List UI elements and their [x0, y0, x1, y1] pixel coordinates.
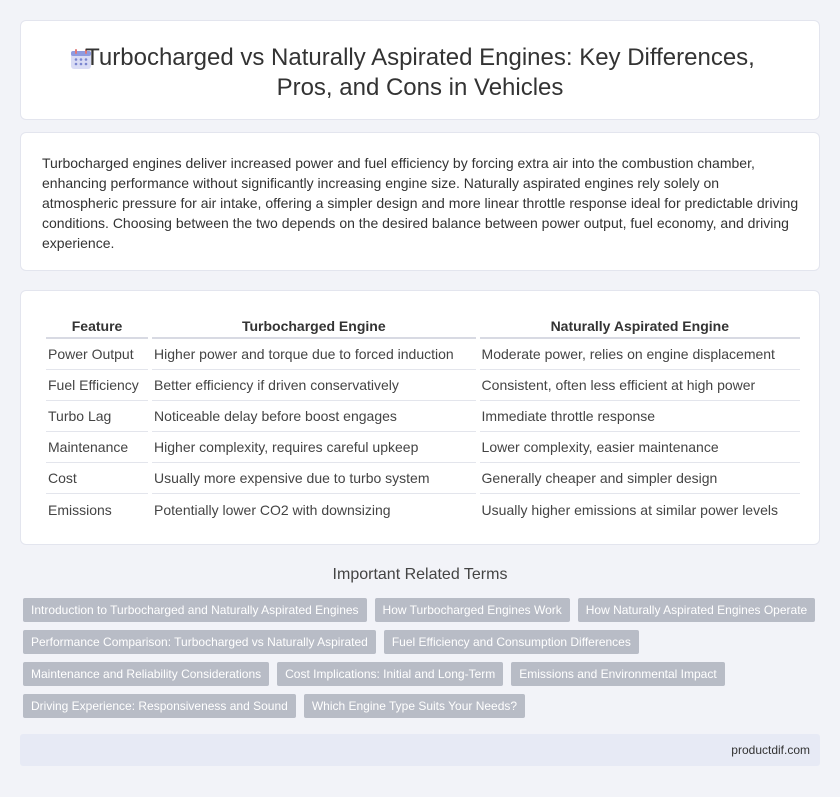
- footer: [20, 734, 820, 766]
- related-tag[interactable]: Driving Experience: Responsiveness and Sound: [23, 694, 296, 718]
- na-cell: Immediate throttle response: [480, 401, 800, 432]
- related-terms-heading: Important Related Terms: [332, 566, 508, 583]
- table-row: [46, 494, 800, 525]
- feature-cell: Cost: [46, 463, 148, 494]
- turbo-cell: Higher power and torque due to forced induction: [152, 339, 476, 370]
- turbo-cell: Usually more expensive due to turbo system: [152, 463, 476, 494]
- related-tag[interactable]: How Naturally Aspirated Engines Operate: [578, 598, 815, 622]
- header-naturally-aspirated: Naturally Aspirated Engine: [480, 313, 800, 339]
- na-cell: Usually higher emissions at similar power levels: [481, 501, 778, 518]
- na-cell: Generally cheaper and simpler design: [480, 463, 800, 494]
- turbo-cell: Higher complexity, requires careful upkeep: [152, 432, 476, 463]
- related-tag[interactable]: Introduction to Turbocharged and Naturally Aspirated Engines: [23, 598, 367, 622]
- table-row: [46, 463, 800, 494]
- related-tag[interactable]: Performance Comparison: Turbocharged vs Naturally Aspirated: [23, 630, 376, 654]
- turbo-cell: Better efficiency if driven conservatively: [152, 370, 476, 401]
- tag-row: [23, 662, 823, 686]
- feature-cell: Turbo Lag: [46, 401, 148, 432]
- header-turbocharged: Turbocharged Engine: [152, 313, 476, 339]
- related-tag[interactable]: Fuel Efficiency and Consumption Differences: [384, 630, 639, 654]
- page-title: Turbocharged vs Naturally Aspirated Engines: Key Differences, Pros, and Cons in Vehicles: [85, 44, 755, 101]
- feature-cell: Fuel Efficiency: [46, 370, 148, 401]
- turbo-cell: Noticeable delay before boost engages: [152, 401, 476, 432]
- comparison-table-card: [20, 290, 820, 545]
- na-cell: Lower complexity, easier maintenance: [480, 432, 800, 463]
- table-row: [46, 370, 800, 401]
- table-header-row: [46, 313, 800, 339]
- related-tag[interactable]: Emissions and Environmental Impact: [511, 662, 724, 686]
- na-cell: Moderate power, relies on engine displacement: [480, 339, 800, 370]
- turbo-cell: Potentially lower CO2 with downsizing: [154, 501, 391, 518]
- related-tag[interactable]: Cost Implications: Initial and Long-Term: [277, 662, 503, 686]
- feature-cell: Power Output: [46, 339, 148, 370]
- tag-row: [23, 598, 823, 622]
- intro-paragraph: Turbocharged engines deliver increased power and fuel efficiency by forcing extra air into the combustion chamber, enhancing performance without significantly increasing engine size. Naturally aspirated engines rely solely on atmospheric pressure for air intake, offering a simpler design and more linear throttle response ideal for predictable driving conditions. Choosing between the two depends on the desired balance between power output, fuel economy, and driving experience.: [42, 155, 799, 251]
- comparison-table: [42, 313, 804, 525]
- related-tags: [23, 598, 823, 726]
- related-tag[interactable]: Which Engine Type Suits Your Needs?: [304, 694, 525, 718]
- footer-site: productdif.com: [731, 743, 810, 757]
- intro-card: [20, 132, 820, 271]
- related-tag[interactable]: How Turbocharged Engines Work: [375, 598, 570, 622]
- feature-cell: Maintenance: [46, 432, 148, 463]
- tag-row: [23, 694, 823, 718]
- table-row: [46, 401, 800, 432]
- related-tag[interactable]: Maintenance and Reliability Considerations: [23, 662, 269, 686]
- table-row: [46, 432, 800, 463]
- na-cell: Consistent, often less efficient at high power: [480, 370, 800, 401]
- header-feature: Feature: [46, 313, 148, 339]
- feature-cell: Emissions: [48, 501, 112, 518]
- table-row: [46, 339, 800, 370]
- title-card: [20, 20, 820, 120]
- tag-row: [23, 630, 823, 654]
